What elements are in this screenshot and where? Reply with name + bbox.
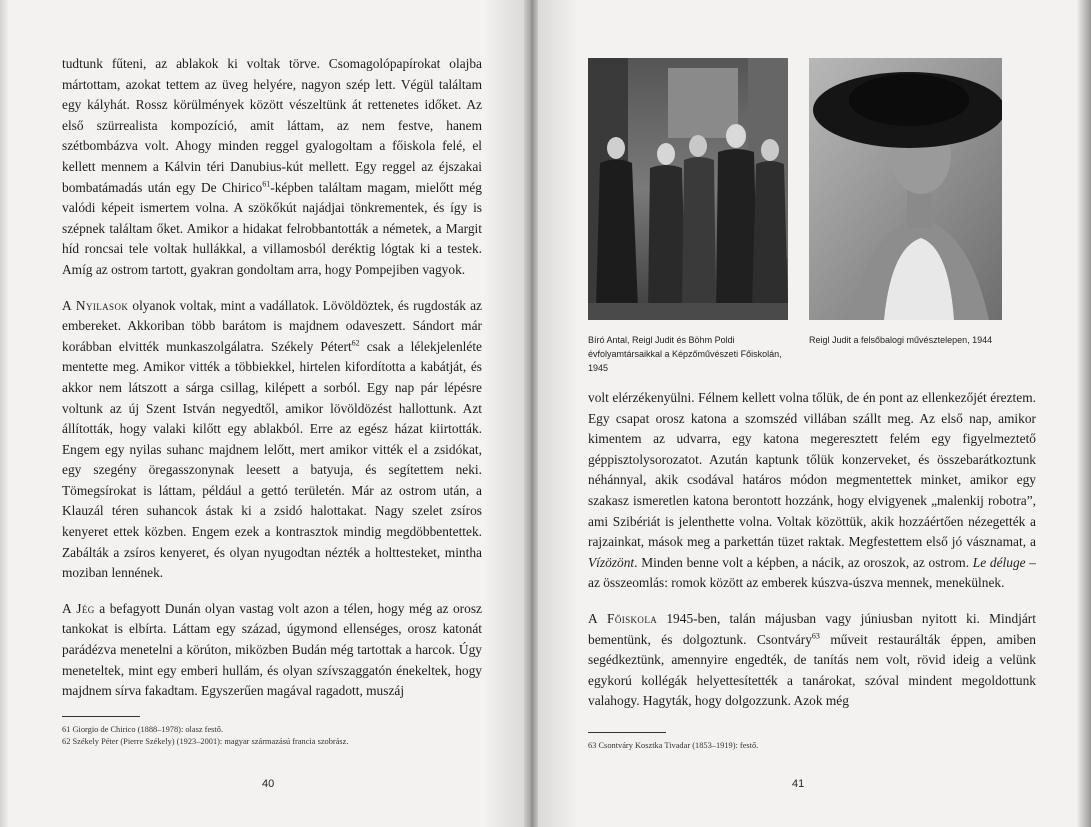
gutter-shadow xyxy=(538,0,578,827)
footnote-rule xyxy=(588,732,666,733)
footnote-ref: 61 xyxy=(262,179,271,189)
portrait-photo-image xyxy=(809,58,1002,320)
text-run: volt elérzékenyülni. Félnem kellett volna tőlük, de én pont az ellenkezőjét éreztem. Egy csapat orosz katona a szomszéd villában szállt meg. Az első nap, amikor kimentem az udvarra, egy katona megeresztett felém egy figyelmeztető géppisztolysorozatot. Azután kaptunk tőlük konzerveket, és összebarátkoztunk néhánnyal, akik csodával határos módon megmentettek minket, amikor egy szakasz ismeretlen katona berontott hozzánk, hogy elvigyenek „malenkij robotra”, ami Szibériát is jelenthette volna. Voltak közöttük, akik hozzáértően nézegették a rajzainkat, mások meg a parkettán tüzet raktak. Megfestettem első jó vásznamat, a xyxy=(588,390,1036,550)
paragraph xyxy=(62,296,482,584)
page-number-right: 41 xyxy=(792,778,805,790)
footnotes-left xyxy=(62,724,482,748)
group-photo-caption: Bíró Antal, Reigl Judit és Böhm Poldi évfolyamtársaikkal a Képzőművészeti Főiskolán, 1945 xyxy=(588,335,782,373)
right-body-text xyxy=(588,388,1036,727)
left-page xyxy=(0,0,524,827)
group-photo-image xyxy=(588,58,788,320)
portrait-photo-caption: Reigl Judit a felsőbalogi művésztelepen, 1944 xyxy=(809,335,993,345)
text-run: tudtunk fűteni, az ablakok ki voltak törve. Csomagolópapírokat olajba mártottam, azokat tettem az üveg helyére, nagyon szép lett. Végül találtam egy kályhát. Rossz körülmények között vészeltünk át rettenetes időket. Az első szürrealista kompozíció, amit láttam, az nem festve, hanem szétbombázva volt. Ahogy minden reggel gyalogoltam a főiskola felé, el kellett mennem a Kálvin téri Danubius-kút mellett. Egy reggel az éjszakai bombatámadás után egy De Chirico xyxy=(62,56,482,195)
group-photo xyxy=(588,58,788,320)
gutter-shadow xyxy=(484,0,524,827)
text-run: műveit restaurálták éppen, amiben segédkeztünk, amennyire engedték, de tanítás nem volt, rövid ideig a velünk egykorú kollégák helyettesítették a tanárokat, szóval mindent megoldottunk valahogy. Hagyták, hogy dolgozzunk. Azok még xyxy=(588,631,1036,709)
text-run: a befagyott Dunán olyan vastag volt azon a télen, hogy még az orosz tankokat is elbírta. Láttam egy század, úgymond ellenséges, orosz katonát parádézva menetelni a körúton, miközben Budán még tartottak a harcok. Úgy meneteltek, mint egy emberi hullám, és olyan szívszaggatón énekeltek, hogy majdnem sírva fakadtam. Egyszerűen magával ragadott, muszáj xyxy=(62,600,482,699)
text-run: . Minden benne volt a képben, a nácik, az oroszok, az ostrom. xyxy=(634,554,973,570)
footnote-62: 62 Székely Péter (Pierre Székely) (1923–2001): magyar származású francia szobrász. xyxy=(62,737,349,746)
text-run: A Főiskola xyxy=(588,610,658,626)
page-edge xyxy=(0,0,8,827)
portrait-photo xyxy=(809,58,1002,320)
footnote-ref: 62 xyxy=(351,338,360,348)
paragraph xyxy=(62,599,482,702)
book-gutter xyxy=(524,0,538,827)
text-run: 1945-ben, talán májusban vagy júniusban nyitott ki. Mindjárt bementünk, és dolgoztunk. Csontváry xyxy=(588,610,1036,647)
paragraph xyxy=(62,54,482,281)
footnote-rule xyxy=(62,716,140,717)
footnote-61: 61 Giorgio de Chirico (1888–1978): olasz festő. xyxy=(62,725,224,734)
text-run: – az összeomlás: romok között az emberek kúszva-úszva mennek, menekülnek. xyxy=(588,554,1036,591)
left-body-text xyxy=(62,54,482,717)
text-run: -képben találtam magam, mielőtt még valódi képeit ismertem volna. A szökőkút najádjai tönkrementek, és így is szépnek találtam őket. Amikor a hidakat felrobbantották a németek, a Margit híd roncsai tele voltak hullákkal, a villamosból deréktig lógtak ki a testek. Amíg az ostrom tartott, gyakran gondoltam arra, hogy Pompejiben vagyok. xyxy=(62,179,482,277)
text-run: csak a lélekjelenléte mentette meg. Amikor vitték a többiekkel, hirtelen kifordította a kabátját, és akkor nem látszott a sárga csillag, kilépett a sorból. Egy nap pár lépésre voltunk az új Szent István negyedtől, amikor lövöldözést hallottunk. Azt állították, hogy valaki kilőtt egy ablakból. Erre az egész házat kiirtották. Engem egy nyilas suhanc majdnem lelőtt, mert amikor vitték el a zsidókat, egy szegény öregasszonynak leesett a batyuja, és segítettem neki. Tömegsírokat is láttam, például a gettó területén. Már az ostrom után, a Klauzál téren suhancok ástak ki a zsidó halottakat. Nagy szelet zsíros kenyeret ettek közben. Engem ezek a kontrasztok mindig megdöbbentettek. Zabálták a zsíros kenyeret, és olyan nyugodtan nézték a holttesteket, mintha moziban lennének. xyxy=(62,338,482,581)
right-page xyxy=(538,0,1091,827)
page-edge xyxy=(1077,0,1091,827)
footnotes-right xyxy=(588,740,1036,752)
text-run: A Jég xyxy=(62,600,95,616)
paragraph xyxy=(588,388,1036,594)
text-run: Le déluge xyxy=(972,554,1026,570)
paragraph xyxy=(588,609,1036,712)
footnote-ref: 63 xyxy=(811,631,820,641)
text-run: Vízözönt xyxy=(588,554,635,570)
footnote-63: 63 Csontváry Kosztka Tivadar (1853–1919): festő. xyxy=(588,741,759,750)
text-run: A Nyilasok xyxy=(62,297,129,313)
page-number-left: 40 xyxy=(262,778,275,790)
text-run: olyanok voltak, mint a vadállatok. Lövöldöztek, és rugdosták az embereket. Akkoriban több barátom is majdnem odaveszett. Sándort már korábban elvitték munkaszolgálatra. Székely Pétert xyxy=(62,297,482,354)
